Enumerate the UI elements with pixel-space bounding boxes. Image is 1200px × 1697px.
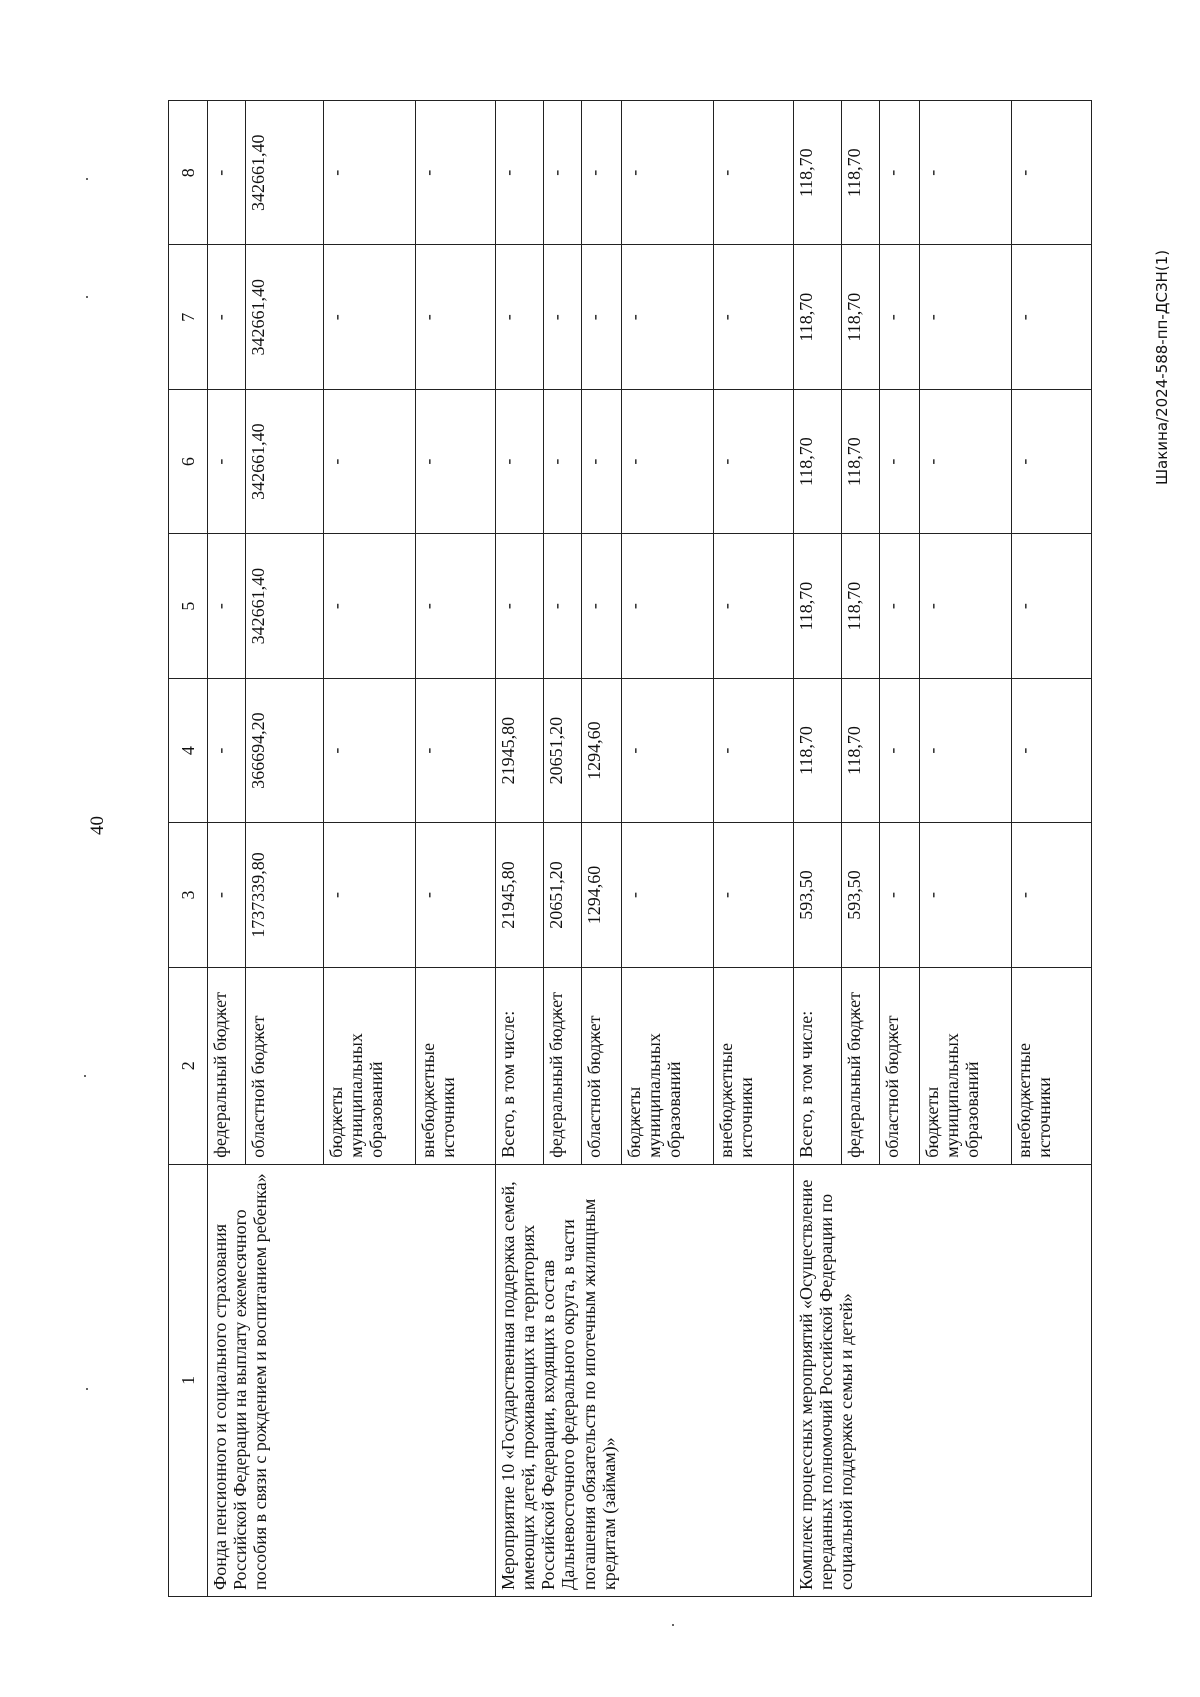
value-cell: 593,50 (794, 823, 842, 967)
funding-source-cell: федеральный бюджет (544, 967, 582, 1164)
value-cell: 118,70 (842, 678, 880, 822)
value-cell: - (920, 534, 1012, 678)
value-cell: - (714, 101, 794, 245)
value-cell: - (324, 101, 416, 245)
value-cell: - (416, 389, 496, 533)
value-cell: - (1012, 823, 1092, 967)
value-cell: - (324, 823, 416, 967)
value-cell: - (920, 678, 1012, 822)
column-header: 5 (169, 534, 208, 678)
column-header: 1 (169, 1164, 208, 1596)
value-cell: 366694,20 (246, 678, 324, 822)
value-cell: - (208, 678, 246, 822)
value-cell: - (1012, 245, 1092, 389)
funding-source-cell: Всего, в том числе: (496, 967, 544, 1164)
value-cell: - (544, 101, 582, 245)
value-cell: - (544, 389, 582, 533)
header-row (169, 101, 208, 1597)
funding-source-cell: областной бюджет (246, 967, 324, 1164)
scan-speck (672, 1624, 674, 1626)
value-cell: 118,70 (842, 534, 880, 678)
value-cell: - (1012, 534, 1092, 678)
column-header: 3 (169, 823, 208, 967)
value-cell: - (880, 245, 920, 389)
value-cell: - (920, 101, 1012, 245)
value-cell: - (496, 389, 544, 533)
value-cell: 342661,40 (246, 245, 324, 389)
funding-source-cell: внебюджетные источники (1012, 967, 1092, 1164)
group-title-cell: Комплекс процессных мероприятий «Осуществление переданных полномочий Российской Федерации по социальной поддержке семьи и детей» (794, 1164, 1092, 1596)
funding-source-cell: областной бюджет (880, 967, 920, 1164)
scan-speck (86, 296, 88, 298)
value-cell: - (880, 101, 920, 245)
value-cell: 118,70 (794, 678, 842, 822)
value-cell: - (416, 101, 496, 245)
value-cell: 593,50 (842, 823, 880, 967)
table-row (208, 101, 246, 1597)
value-cell: - (880, 678, 920, 822)
table-row (496, 101, 544, 1597)
scan-speck (86, 178, 88, 180)
value-cell: - (416, 823, 496, 967)
budget-table (168, 100, 1092, 1597)
group-title-cell: Мероприятие 10 «Государственная поддержка семей, имеющих детей, проживающих на территориях Российской Федерации, входящих в состав Дальневосточного федерального округа, в части погашения обязательств по ипотечным жилищным кредитам (займам)» (496, 1164, 794, 1596)
value-cell: 118,70 (842, 245, 880, 389)
column-header: 8 (169, 101, 208, 245)
column-header: 6 (169, 389, 208, 533)
funding-source-cell: федеральный бюджет (842, 967, 880, 1164)
value-cell: - (622, 101, 714, 245)
value-cell: - (622, 389, 714, 533)
funding-source-cell: областной бюджет (582, 967, 622, 1164)
value-cell: - (544, 245, 582, 389)
value-cell: 20651,20 (544, 678, 582, 822)
value-cell: 1294,60 (582, 823, 622, 967)
value-cell: - (582, 389, 622, 533)
value-cell: - (582, 101, 622, 245)
value-cell: - (416, 534, 496, 678)
column-header: 2 (169, 967, 208, 1164)
value-cell: 118,70 (794, 101, 842, 245)
value-cell: 118,70 (794, 534, 842, 678)
value-cell: - (1012, 678, 1092, 822)
value-cell: - (416, 245, 496, 389)
funding-source-cell: бюджеты муниципальных образований (622, 967, 714, 1164)
funding-source-cell: федеральный бюджет (208, 967, 246, 1164)
value-cell: - (496, 245, 544, 389)
funding-source-cell: внебюджетные источники (714, 967, 794, 1164)
value-cell: - (920, 823, 1012, 967)
value-cell: - (714, 678, 794, 822)
value-cell: - (324, 678, 416, 822)
value-cell: - (1012, 389, 1092, 533)
value-cell: 21945,80 (496, 678, 544, 822)
value-cell: - (920, 245, 1012, 389)
value-cell: - (880, 823, 920, 967)
table-container (168, 100, 1053, 1597)
value-cell: - (416, 678, 496, 822)
value-cell: - (880, 534, 920, 678)
document-code: Шакина/2024-588-пп-ДСЗН(1) (1153, 249, 1171, 485)
value-cell: - (496, 101, 544, 245)
value-cell: 20651,20 (544, 823, 582, 967)
value-cell: - (920, 389, 1012, 533)
funding-source-cell: бюджеты муниципальных образований (324, 967, 416, 1164)
value-cell: - (208, 823, 246, 967)
value-cell: - (714, 389, 794, 533)
funding-source-cell: бюджеты муниципальных образований (920, 967, 1012, 1164)
value-cell: - (496, 534, 544, 678)
value-cell: - (208, 245, 246, 389)
value-cell: - (714, 534, 794, 678)
value-cell: 342661,40 (246, 534, 324, 678)
value-cell: - (208, 389, 246, 533)
value-cell: - (622, 245, 714, 389)
table-row (794, 101, 842, 1597)
value-cell: - (324, 245, 416, 389)
value-cell: 21945,80 (496, 823, 544, 967)
value-cell: - (622, 823, 714, 967)
scan-speck (84, 1075, 86, 1077)
value-cell: - (880, 389, 920, 533)
column-header: 7 (169, 245, 208, 389)
value-cell: 1737339,80 (246, 823, 324, 967)
value-cell: - (208, 534, 246, 678)
value-cell: 342661,40 (246, 101, 324, 245)
value-cell: 118,70 (794, 389, 842, 533)
value-cell: 342661,40 (246, 389, 324, 533)
value-cell: - (622, 678, 714, 822)
value-cell: - (714, 245, 794, 389)
value-cell: 118,70 (842, 101, 880, 245)
value-cell: 118,70 (794, 245, 842, 389)
column-header: 4 (169, 678, 208, 822)
value-cell: - (1012, 101, 1092, 245)
scan-speck (86, 1388, 88, 1390)
value-cell: - (544, 534, 582, 678)
group-title-cell: Фонда пенсионного и социального страхования Российской Федерации на выплату ежемесячного пособия в связи с рождением и воспитанием ребенка» (208, 1164, 496, 1596)
value-cell: - (622, 534, 714, 678)
value-cell: - (582, 245, 622, 389)
value-cell: - (208, 101, 246, 245)
page-number: 40 (87, 816, 108, 835)
funding-source-cell: внебюджетные источники (416, 967, 496, 1164)
value-cell: 118,70 (842, 389, 880, 533)
value-cell: - (324, 389, 416, 533)
value-cell: - (714, 823, 794, 967)
value-cell: - (324, 534, 416, 678)
value-cell: 1294,60 (582, 678, 622, 822)
value-cell: - (582, 534, 622, 678)
funding-source-cell: Всего, в том числе: (794, 967, 842, 1164)
